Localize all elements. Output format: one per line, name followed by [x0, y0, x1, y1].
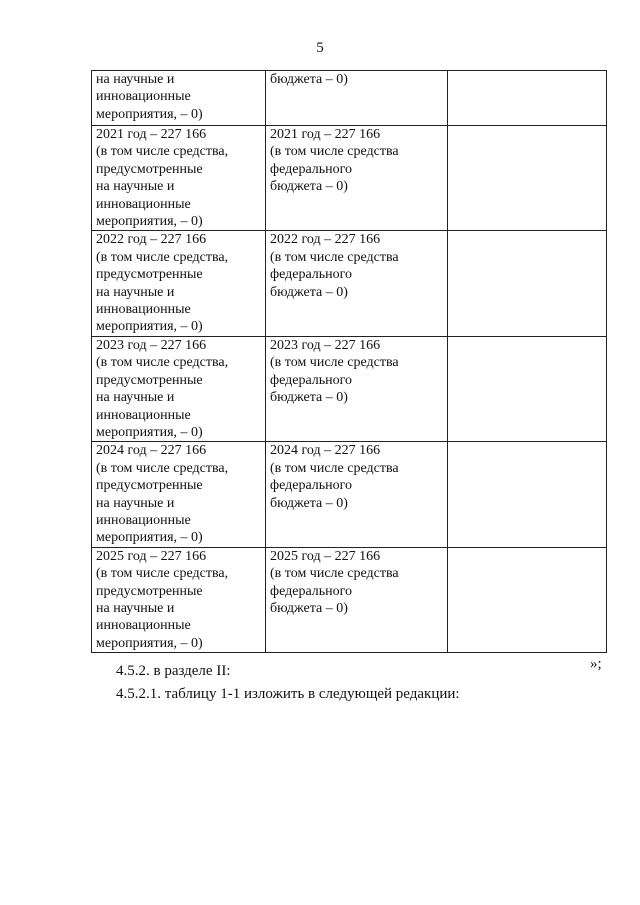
cell-text-line: инновационные: [96, 407, 191, 423]
cell-text-line: инновационные: [96, 618, 191, 634]
cell-text-line: предусмотренные: [96, 583, 203, 599]
table-row: [92, 231, 607, 336]
cell-text-line: на научные и: [96, 284, 175, 300]
cell-text-line: предусмотренные: [96, 267, 203, 283]
table-cell-1: [92, 126, 266, 231]
table-cell-1: [92, 547, 266, 652]
cell-text-line: (в том числе средства,: [96, 249, 229, 265]
cell-text-line: на научные и: [96, 179, 175, 195]
cell-text-line: (в том числе средства: [270, 460, 399, 476]
table-cell-3: [448, 231, 607, 336]
cell-text-line: бюджета – 0): [270, 284, 348, 300]
cell-text-line: инновационные: [96, 89, 191, 105]
table-cell-1: [92, 231, 266, 336]
paragraph-section-ii: 4.5.2. в разделе II:: [116, 663, 231, 679]
cell-text-line: (в том числе средства: [270, 144, 399, 160]
table-cell-2: [266, 336, 448, 441]
cell-text-line: федерального: [270, 267, 353, 283]
closing-quote: »;: [590, 656, 602, 672]
table-body: [92, 71, 607, 653]
cell-text-line: бюджета – 0): [270, 179, 348, 195]
cell-text-line: предусмотренные: [96, 161, 203, 177]
cell-text-line: 2022 год – 227 166: [270, 232, 381, 248]
cell-text-line: инновационные: [96, 512, 191, 528]
cell-text-line: мероприятия, – 0): [96, 635, 203, 651]
table-cell-1: [92, 336, 266, 441]
table-row: [92, 71, 607, 126]
page-number: 5: [316, 40, 324, 56]
budget-table: [91, 70, 607, 653]
cell-text-line: (в том числе средства: [270, 355, 399, 371]
table-cell-3: [448, 71, 607, 126]
cell-text-line: предусмотренные: [96, 372, 203, 388]
cell-text-line: 2023 год – 227 166: [270, 337, 381, 353]
cell-text-line: бюджета – 0): [270, 495, 348, 511]
cell-text-line: мероприятия, – 0): [96, 214, 203, 230]
cell-text-line: на научные и: [96, 72, 175, 87]
table-cell-3: [448, 126, 607, 231]
cell-text-line: мероприятия, – 0): [96, 424, 203, 440]
cell-text-line: (в том числе средства,: [96, 566, 229, 582]
cell-text-line: федерального: [270, 583, 353, 599]
cell-text-line: на научные и: [96, 600, 175, 616]
cell-text-line: (в том числе средства,: [96, 144, 229, 160]
cell-text-line: инновационные: [96, 196, 191, 212]
cell-text-line: (в том числе средства: [270, 566, 399, 582]
table-cell-2: [266, 126, 448, 231]
cell-text-line: бюджета – 0): [270, 600, 348, 616]
cell-text-line: 2025 год – 227 166: [270, 548, 381, 564]
cell-text-line: бюджета – 0): [270, 390, 348, 406]
table-row: [92, 336, 607, 441]
table-cell-1: [92, 442, 266, 547]
table-row: [92, 442, 607, 547]
table-cell-2: [266, 231, 448, 336]
cell-text-line: федерального: [270, 372, 353, 388]
cell-text-line: (в том числе средства: [270, 249, 399, 265]
table-cell-3: [448, 336, 607, 441]
cell-text-line: (в том числе средства,: [96, 460, 229, 476]
table-cell-2: [266, 71, 448, 126]
cell-text-line: федерального: [270, 478, 353, 494]
cell-text-line: 2022 год – 227 166: [96, 232, 207, 248]
cell-text-line: 2023 год – 227 166: [96, 337, 207, 353]
cell-text-line: бюджета – 0): [270, 72, 348, 87]
cell-text-line: 2025 год – 227 166: [96, 548, 207, 564]
table-row: [92, 126, 607, 231]
cell-text-line: мероприятия, – 0): [96, 106, 203, 122]
cell-text-line: предусмотренные: [96, 478, 203, 494]
table-cell-3: [448, 547, 607, 652]
table-cell-2: [266, 547, 448, 652]
cell-text-line: инновационные: [96, 302, 191, 318]
paragraph-table-1-1: 4.5.2.1. таблицу 1-1 изложить в следующей редакции:: [116, 686, 460, 702]
cell-text-line: федерального: [270, 161, 353, 177]
table-cell-3: [448, 442, 607, 547]
cell-text-line: на научные и: [96, 495, 175, 511]
cell-text-line: 2024 год – 227 166: [96, 443, 207, 459]
cell-text-line: 2024 год – 227 166: [270, 443, 381, 459]
cell-text-line: мероприятия, – 0): [96, 530, 203, 546]
cell-text-line: на научные и: [96, 390, 175, 406]
cell-text-line: 2021 год – 227 166: [96, 127, 207, 142]
cell-text-line: 2021 год – 227 166: [270, 127, 381, 142]
cell-text-line: мероприятия, – 0): [96, 319, 203, 335]
table-row: [92, 547, 607, 652]
table-cell-2: [266, 442, 448, 547]
table-cell-1: [92, 71, 266, 126]
cell-text-line: (в том числе средства,: [96, 355, 229, 371]
